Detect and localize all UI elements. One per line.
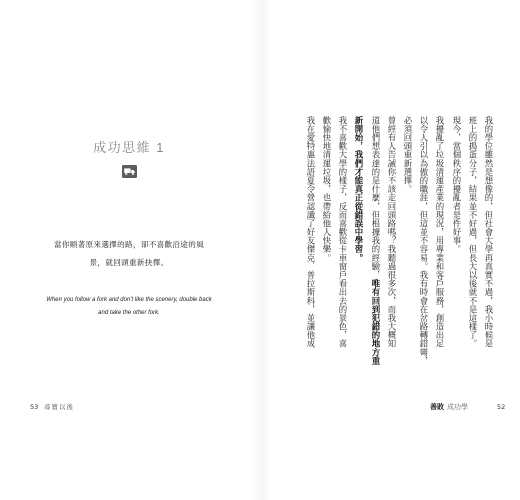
right-page xyxy=(262,0,520,500)
text-column xyxy=(467,116,479,386)
column-text: 道他們想表達的是什麼，但根據我的經驗， xyxy=(371,116,381,280)
text-column xyxy=(305,116,317,386)
text-column xyxy=(434,116,446,386)
column-text: 以令人引以為傲的職涯，但這並不容易。我有時會在岔路轉錯彎， xyxy=(419,116,429,366)
page-number: 52 xyxy=(497,403,506,411)
text-column xyxy=(483,116,495,386)
column-text: 我不喜歡大學的樣子，反而喜歡從卡車窗戶看出去的景色，喜 xyxy=(338,116,348,348)
left-page xyxy=(0,0,258,500)
book-title: 成功學 xyxy=(447,403,468,411)
chapter-title: 尋寶以後 xyxy=(44,403,74,411)
text-column xyxy=(337,116,349,386)
emphasized-text: 唯有回到犯錯的地方重 xyxy=(371,279,381,366)
text-column xyxy=(451,116,463,386)
column-text: 歡愉快地清運垃圾，也帶給他人快樂。 xyxy=(322,116,332,263)
column-text: 我擾亂了垃圾清運產業的現況，用專業和客戶服務，創造出足 xyxy=(435,116,445,348)
text-column xyxy=(402,116,414,386)
maxim-line: 景，就回頭重新抉擇。 xyxy=(89,258,169,267)
text-column xyxy=(418,116,430,386)
section-title: 成功思維 1 xyxy=(93,140,165,155)
column-text: 我在愛特惠法語夏令營認識了好友傑克．普拉斯科，並讓他成 xyxy=(306,116,316,348)
truck-icon xyxy=(122,165,137,178)
maxim-line: 當你順著原來選擇的路，卻不喜歡沿途的風 xyxy=(54,240,204,249)
column-text: 必須回頭重新選擇。 xyxy=(403,116,413,194)
book-title-bold: 善敗 xyxy=(430,403,444,411)
text-column xyxy=(321,116,333,386)
emphasized-text: 新開始，我們才能真正從錯誤中學習。 xyxy=(354,116,364,263)
column-text: 現今，當個秩序的擾亂者是件好事。 xyxy=(452,116,462,254)
maxim-english-line: When you follow a fork and don't like the scenery, double back xyxy=(46,297,212,303)
maxim-english xyxy=(0,294,258,320)
text-column xyxy=(353,116,365,386)
maxim-english-line: and take the other fork. xyxy=(98,310,160,316)
column-text: 我的學位雖然是想像的，但社會大學再真實不過，我小時候是 xyxy=(484,116,494,348)
column-text: 曾經有人告誡你不該走回頭路嗎？我聽過很多次，而我大概知 xyxy=(387,116,397,348)
column-text: 班上的搗蛋分子，結果並不好過，但長大以後就不是這樣了。 xyxy=(468,116,478,348)
text-column xyxy=(386,116,398,386)
text-column xyxy=(370,116,382,386)
maxim-chinese xyxy=(0,236,258,272)
page-number: 53 xyxy=(30,403,39,411)
